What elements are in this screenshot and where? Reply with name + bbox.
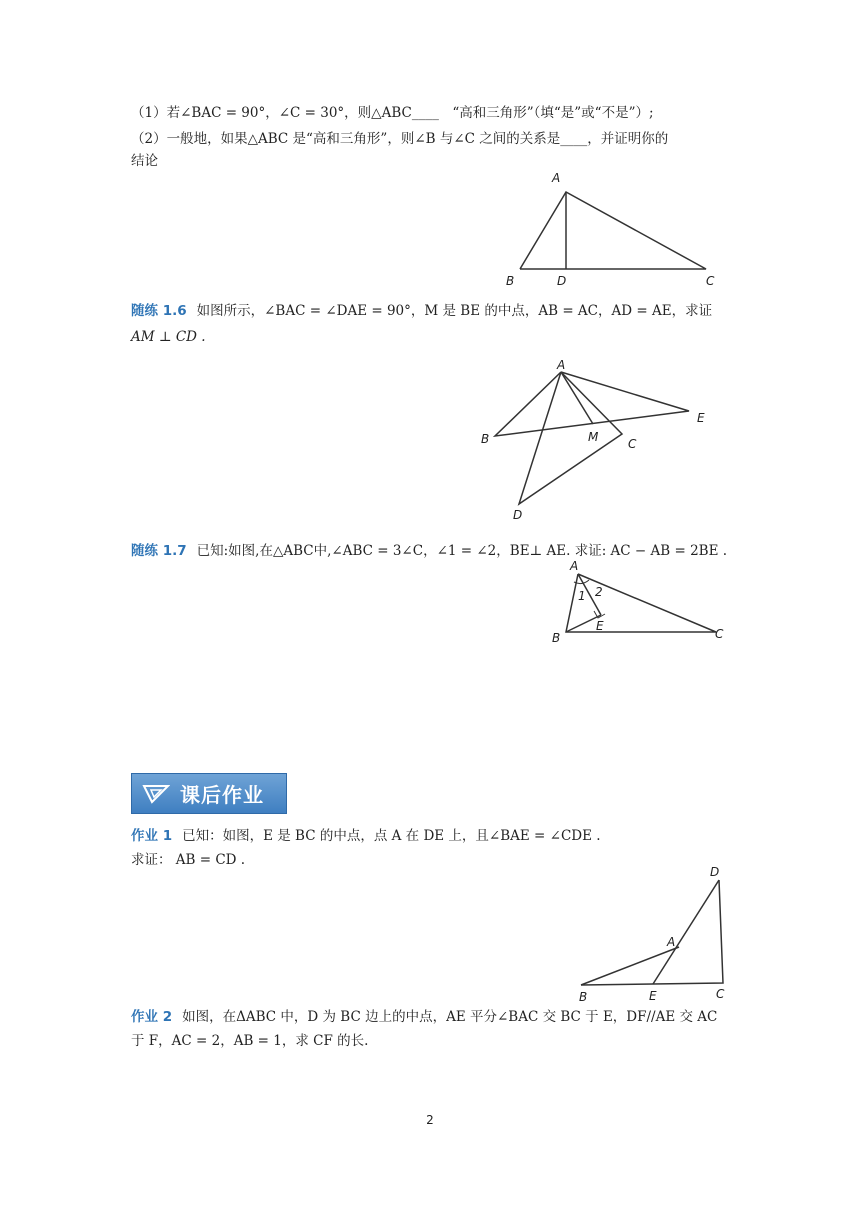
label-C: C bbox=[706, 274, 715, 288]
homework-label: 作业 1 bbox=[131, 828, 173, 844]
label-A: A bbox=[552, 171, 561, 185]
homework-label: 作业 2 bbox=[131, 1009, 173, 1025]
label-C: C bbox=[716, 987, 725, 1001]
question-2-line1: （2）一般地，如果△ABC 是“高和三角形”，则∠B 与∠C 之间的关系是____，并证明你的 bbox=[131, 131, 669, 147]
section-banner bbox=[131, 773, 287, 814]
figure-triangle-abc-altitude bbox=[500, 168, 730, 293]
question-1: （1）若∠BAC = 90°，∠C = 30°，则△ABC____ “高和三角形”（填“是”或“不是”）; bbox=[131, 105, 654, 121]
exercise-1-6 bbox=[131, 301, 712, 321]
figure-triangle-bisector bbox=[545, 556, 735, 648]
figure-homework-1 bbox=[565, 860, 745, 1008]
label-A: A bbox=[570, 559, 579, 573]
label-A: A bbox=[557, 358, 566, 372]
question-2-line2: 结论 bbox=[131, 153, 158, 169]
label-D: D bbox=[557, 274, 567, 288]
section-title: 课后作业 bbox=[180, 783, 264, 807]
label-D: D bbox=[710, 865, 720, 879]
figure-two-right-triangles bbox=[475, 355, 725, 525]
label-E: E bbox=[649, 989, 657, 1003]
homework-2-line2: 于 F，AC = 2，AB = 1，求 CF 的长. bbox=[131, 1033, 369, 1049]
homework-1-line2: 求证： AB = CD . bbox=[131, 852, 246, 868]
homework-text: 如图，在ΔABC 中，D 为 BC 边上的中点，AE 平分∠BAC 交 BC 于 E，DF//AE 交 AC bbox=[182, 1009, 718, 1025]
label-2: 2 bbox=[595, 585, 603, 599]
label-B: B bbox=[552, 631, 561, 645]
exercise-label: 随练 1.6 bbox=[131, 303, 187, 319]
label-B: B bbox=[579, 990, 588, 1004]
label-D: D bbox=[513, 508, 523, 522]
label-A: A bbox=[667, 935, 676, 949]
homework-2 bbox=[131, 1007, 717, 1027]
label-C: C bbox=[715, 627, 724, 641]
label-B: B bbox=[506, 274, 515, 288]
exercise-1-6-line2: AM ⊥ CD . bbox=[131, 329, 206, 345]
triangle-ruler-icon bbox=[142, 784, 170, 804]
label-1: 1 bbox=[578, 589, 586, 603]
page-number: 2 bbox=[426, 1113, 434, 1127]
homework-1 bbox=[131, 826, 601, 846]
exercise-text: 已知:如图,在△ABC中,∠ABC = 3∠C，∠1 = ∠2，BE⊥ AE. 求证: AC − AB = 2BE . bbox=[196, 543, 728, 559]
label-M: M bbox=[588, 430, 599, 444]
label-E: E bbox=[697, 411, 705, 425]
exercise-label: 随练 1.7 bbox=[131, 543, 187, 559]
label-B: B bbox=[481, 432, 490, 446]
homework-text: 已知：如图，E 是 BC 的中点，点 A 在 DE 上，且∠BAE = ∠CDE . bbox=[182, 828, 601, 844]
exercise-text: 如图所示，∠BAC = ∠DAE = 90°，M 是 BE 的中点，AB = AC，AD = AE，求证 bbox=[196, 303, 713, 319]
label-E: E bbox=[596, 619, 604, 633]
label-C: C bbox=[628, 437, 637, 451]
